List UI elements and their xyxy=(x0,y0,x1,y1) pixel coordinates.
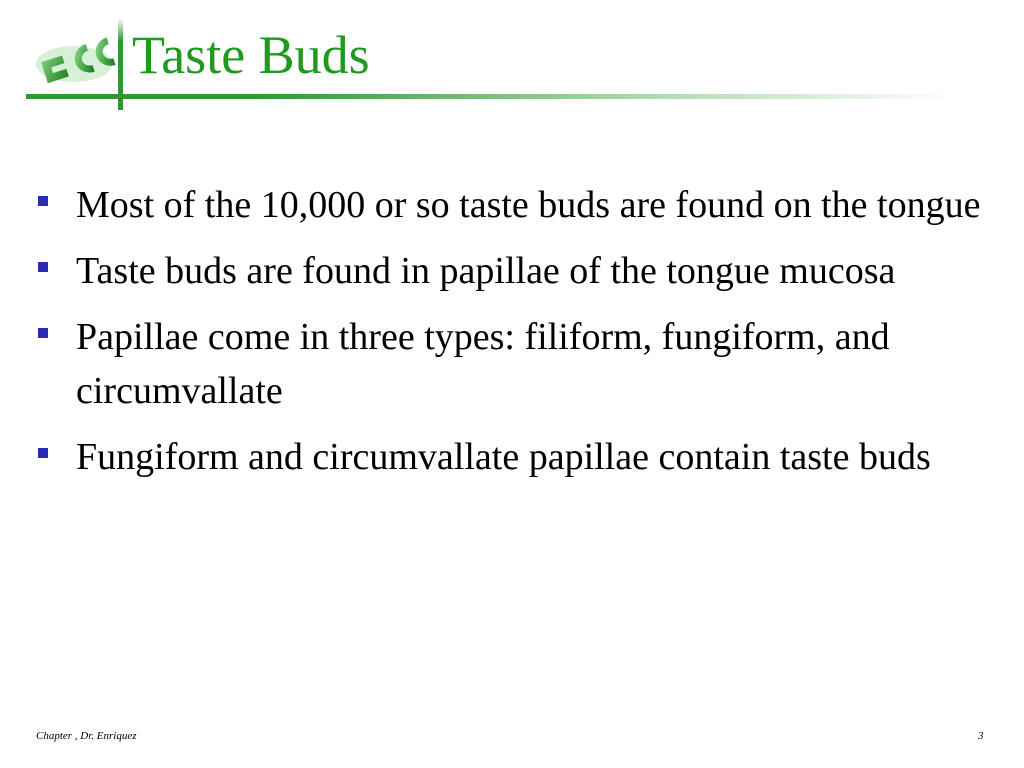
footer-author: Chapter , Dr. Enriquez xyxy=(36,730,137,742)
square-bullet-icon xyxy=(38,328,48,338)
square-bullet-icon xyxy=(38,262,48,272)
bullet-text: Taste buds are found in papillae of the tongue mucosa xyxy=(76,250,896,292)
slide-title: Taste Buds xyxy=(132,25,370,85)
bullet-text: Papillae come in three types: filiform, fungiform, and circumvallate xyxy=(76,316,890,412)
bullet-item xyxy=(38,430,988,484)
ecc-logo-icon xyxy=(32,24,116,90)
bullet-text: Fungiform and circumvallate papillae contain taste buds xyxy=(76,436,931,478)
square-bullet-icon xyxy=(38,196,48,206)
bullet-list xyxy=(38,178,988,496)
bullet-text: Most of the 10,000 or so taste buds are found on the tongue xyxy=(76,184,981,226)
title-accent-horizontal-line xyxy=(26,94,956,99)
bullet-item xyxy=(38,244,988,298)
bullet-item xyxy=(38,178,988,232)
bullet-item xyxy=(38,310,988,418)
square-bullet-icon xyxy=(38,448,48,458)
page-number: 3 xyxy=(978,730,984,742)
